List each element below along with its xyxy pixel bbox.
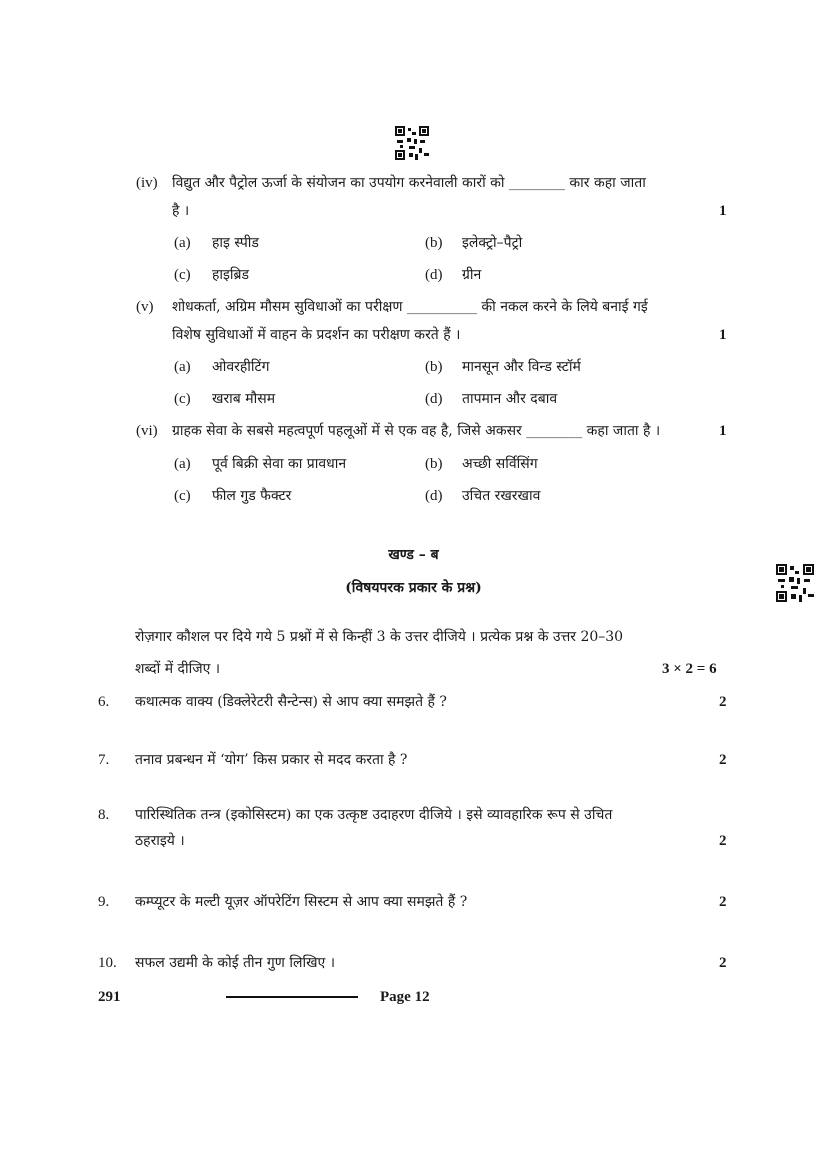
question-text: शोधकर्ता, अग्रिम मौसम सुविधाओं का परीक्षण __________ की नकल करने के लिये बनाई गई xyxy=(172,299,648,315)
question-number: 8. xyxy=(98,807,110,823)
question-marks: 2 xyxy=(719,955,727,971)
option-text: खराब मौसम xyxy=(212,391,276,407)
question-text: कथात्मक वाक्य (डिक्लेरेटरी सैन्टेन्स) से आप क्या समझते हैं ? xyxy=(135,694,447,710)
option-text: ओवरहीटिंग xyxy=(212,359,270,375)
option-text: मानसून और विन्ड स्टॉर्म xyxy=(462,359,581,375)
qr-code-top xyxy=(395,126,429,160)
question-text-cont: है । xyxy=(172,203,190,219)
section-marks: 3 × 2 = 6 xyxy=(662,661,717,677)
question-text: कम्प्यूटर के मल्टी यूज़र ऑपरेटिंग सिस्टम से आप क्या समझते हैं ? xyxy=(135,894,468,910)
option-label: (c) xyxy=(174,267,191,283)
option-text: पूर्व बिक्री सेवा का प्रावधान xyxy=(212,456,347,472)
question-number: 6. xyxy=(98,694,110,710)
option-text: हाइ स्पीड xyxy=(212,235,259,251)
option-label: (d) xyxy=(425,267,443,283)
question-marks: 1 xyxy=(719,423,727,439)
question-text-cont: विशेष सुविधाओं में वाहन के प्रदर्शन का परीक्षण करते हैं । xyxy=(172,327,461,343)
question-marks: 1 xyxy=(719,327,727,343)
question-text: विद्युत और पैट्रोल ऊर्जा के संयोजन का उपयोग करनेवाली कारों को ________ कार कहा जाता xyxy=(172,175,646,191)
option-label: (a) xyxy=(174,359,191,375)
question-number: (v) xyxy=(136,299,154,315)
question-marks: 1 xyxy=(719,203,727,219)
option-text: उचित रखरखाव xyxy=(462,488,541,504)
question-text-cont: ठहराइये । xyxy=(135,833,185,849)
option-text: अच्छी सर्विसिंग xyxy=(462,456,538,472)
section-instruction: रोज़गार कौशल पर दिये गये 5 प्रश्नों में से किन्हीं 3 के उत्तर दीजिये । प्रत्येक प्रश्न के उत्तर 20–30 xyxy=(135,629,624,645)
page-number: Page 12 xyxy=(380,989,430,1005)
question-number: 9. xyxy=(98,894,110,910)
question-number: 7. xyxy=(98,752,110,768)
option-label: (d) xyxy=(425,488,443,504)
question-marks: 2 xyxy=(719,894,727,910)
question-marks: 2 xyxy=(719,694,727,710)
paper-code: 291 xyxy=(98,989,121,1005)
question-number: (vi) xyxy=(136,423,158,439)
question-number: (iv) xyxy=(136,175,158,191)
question-number: 10. xyxy=(98,955,117,971)
option-text: ग्रीन xyxy=(462,267,482,283)
option-label: (a) xyxy=(174,456,191,472)
question-text: सफल उद्यमी के कोई तीन गुण लिखिए । xyxy=(135,955,336,971)
option-label: (b) xyxy=(425,359,443,375)
question-marks: 2 xyxy=(719,833,727,849)
option-label: (b) xyxy=(425,235,443,251)
option-label: (c) xyxy=(174,488,191,504)
option-label: (d) xyxy=(425,391,443,407)
option-label: (a) xyxy=(174,235,191,251)
option-text: हाइब्रिड xyxy=(212,267,250,283)
question-text: तनाव प्रबन्धन में ‘योग’ किस प्रकार से मदद करता है ? xyxy=(135,752,408,768)
option-label: (c) xyxy=(174,391,191,407)
question-text: ग्राहक सेवा के सबसे महत्वपूर्ण पहलूओं में से एक वह है, जिसे अकसर ________ कहा जाता है । xyxy=(172,423,661,439)
option-text: इलेक्ट्रो–पैट्रो xyxy=(462,235,523,251)
section-title: खण्ड – ब xyxy=(388,547,439,563)
option-text: फील गुड फैक्टर xyxy=(212,488,292,504)
question-marks: 2 xyxy=(719,752,727,768)
option-label: (b) xyxy=(425,456,443,472)
footer-rule xyxy=(226,996,358,998)
section-instruction-cont: शब्दों में दीजिए । xyxy=(135,661,221,677)
section-subtitle: (विषयपरक प्रकार के प्रश्न) xyxy=(345,580,482,596)
option-text: तापमान और दबाव xyxy=(462,391,558,407)
question-text: पारिस्थितिक तन्त्र (इकोसिस्टम) का एक उत्कृष्ट उदाहरण दीजिये । इसे व्यावहारिक रूप से उचित xyxy=(135,807,613,823)
